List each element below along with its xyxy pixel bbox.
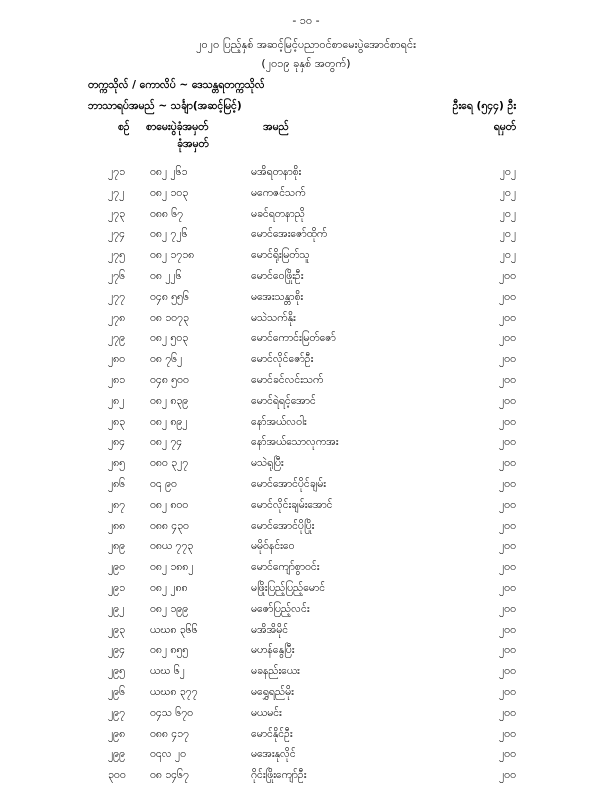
row-serial: ၂၈၃ [108,415,126,428]
row-marks: ၂၀၀ [499,540,516,553]
row-roll-number: ၀၈ယ ၇၇၃ [150,540,194,553]
row-name: မောင်ရိုးမြတ်သူ [251,249,310,262]
results-table [0,166,612,790]
row-marks: ၂၀၀ [499,436,516,449]
row-name: မခင်ရတနာညို [251,207,305,220]
row-marks: ၂၀၀ [499,457,516,470]
row-marks: ၂၀၀ [499,332,516,345]
row-marks: ၂၀၂ [499,207,516,220]
row-serial: ၂၈၀ [108,353,126,366]
row-name: မအိရတနာစိုး [251,166,302,178]
row-marks: ၂၀၀ [499,748,516,761]
table-row [0,644,612,665]
row-name: မအေးနုလိုင် [251,748,296,761]
row-name: မသဲရုပြီး [251,457,284,470]
table-row [0,561,612,582]
row-name: မောင်ခင်လင်းသက် [251,373,324,386]
table-row [0,520,612,541]
document-subtitle: (၂၀၁၉ ခုနှစ် အတွက်) [261,57,351,70]
row-roll-number: ယဃ၈ ၃၆၆ [150,623,198,636]
row-marks: ၂၀၀ [499,623,516,636]
document-title: ၂၀၂၀ ပြည့်နှစ် အဆင့်မြင့်ပညာဝင်စာမေးပွဲအောင်စာရင်း [196,38,416,51]
row-serial: ၂၇၂ [108,186,125,199]
row-name: မောင်လိုင်ဇော်ဦး [251,353,314,366]
row-name: မဟန်နွေပြီး [251,644,295,657]
table-row [0,312,612,333]
table-row [0,728,612,749]
row-marks: ၂၀၀ [499,477,516,490]
subject-label: ဘာသာရပ်အမည် ~ သင်္ချာ(အဆင့်မြင့်) [88,100,242,112]
region-label: တက္ကသိုလ် / ကောလိပ် ~ ဒေသန္တရတက္ကသိုလ် [88,79,265,91]
row-marks: ၂၀၀ [499,727,516,740]
row-serial: ၂၈၄ [108,436,126,449]
table-row [0,457,612,478]
table-row [0,748,612,769]
row-name: မကေဇင်သက် [251,186,306,199]
header-serial: စဉ် [118,121,130,133]
row-serial: ၂၇၄ [108,228,125,241]
row-serial: ၂၈၇ [108,498,126,511]
row-serial: ၂၇၅ [108,249,125,262]
row-roll-number: ၀၈၂ ၈၉၂ [150,415,188,428]
table-row [0,624,612,645]
row-roll-number: ၀၈၈ ၆၇ [150,207,184,220]
table-row [0,395,612,416]
table-row [0,332,612,353]
row-name: မမိုဝ်နင်းဝေ [251,540,295,553]
row-marks: ၂၀၀ [499,561,516,574]
row-roll-number: ၀၈၂ ၁၀၃ [150,186,189,199]
table-row [0,478,612,499]
table-row [0,166,612,187]
row-name: မဇော်ပြည့်လင်း [251,602,310,615]
table-row [0,603,612,624]
row-roll-number: ၀၈၂ ၈၀၀ [150,498,189,511]
table-row [0,416,612,437]
row-marks: ၂၀၀ [499,415,516,428]
row-roll-number: ၀၄သ ၆၇၀ [150,706,194,719]
row-serial: ၂၉၅ [108,665,125,678]
table-row [0,769,612,790]
row-serial: ၂၉၇ [108,706,125,719]
table-row [0,540,612,561]
row-roll-number: ၀၄၈ ၅၀၀ [150,373,189,386]
row-serial: ၂၉၉ [108,748,125,761]
row-roll-number: ၀၈၂ ၈၅၅ [150,644,189,657]
row-name: မောင်ကျော်စွာဝင်း [251,561,320,574]
row-marks: ၂၀၀ [499,311,516,324]
row-marks: ၂၀၀ [499,581,516,594]
table-row [0,499,612,520]
row-serial: ၂၇၆ [108,269,125,282]
row-serial: ၂၈၉ [108,540,126,553]
row-roll-number: ၀၈၂ ၁၉၉ [150,602,189,615]
row-marks: ၂၀၀ [499,373,516,386]
row-marks: ၂၀၀ [499,602,516,615]
table-row [0,665,612,686]
table-row [0,353,612,374]
row-roll-number: ၀၈၂ ၂၈၈ [150,581,188,594]
row-serial: ၂၇၉ [108,332,125,345]
row-serial: ၂၈၂ [108,394,125,407]
table-row [0,582,612,603]
table-row [0,686,612,707]
row-marks: ၂၀၀ [499,519,516,532]
row-serial: ၂၈၁ [108,373,126,386]
row-name: နော်အယ်လဝါး [251,415,307,428]
row-serial: ၂၉၃ [108,623,125,636]
row-roll-number: ၀၈၀ ၃၂၇ [150,457,189,470]
row-serial: ၂၉၀ [108,561,125,574]
row-roll-number: ယဃ၈ ၃၇၇ [150,685,198,698]
row-roll-number: ၀၈၂ ၁၇၁၈ [150,249,195,262]
row-marks: ၂၀၀ [499,706,516,719]
row-roll-number: ၀၈၂ ၁၈၈၂ [150,561,194,574]
row-roll-number: ၀၈၈ ၄၃၀ [150,519,189,532]
row-marks: ၂၀၀ [499,290,516,303]
table-row [0,707,612,728]
row-serial: ၂၉၄ [108,644,125,657]
row-marks: ၂၀၀ [499,353,516,366]
row-serial: ၂၉၁ [108,581,125,594]
row-name: မောင်လိုင်းချမ်းအောင် [251,498,333,511]
row-name: မရွှေရည်မိုး [251,685,294,698]
row-roll-number: ၀၈၂ ၂၆၁ [150,166,188,178]
row-name: နော်အယ်သောလုကအး [251,436,339,449]
row-name: မောင်အောင်ပိုပြိုး [251,519,315,532]
row-serial: ၂၇၈ [108,311,126,324]
row-name: မခနည်းယေး [251,665,300,678]
row-serial: ၂၇၃ [108,207,125,220]
row-name: မအိအိမိုင် [251,623,289,636]
row-name: မောင်အေးဇော်ထိုက် [251,228,328,241]
row-marks: ၂၀၂ [499,166,516,178]
row-roll-number: ၀၈၈ ၄၁၇ [150,727,189,740]
row-marks: ၂၀၀ [499,644,516,657]
row-name: မောင်နိုင်ဦး [251,727,293,740]
row-name: မောင်ကောင်းမြတ်ဇော် [251,332,336,345]
row-roll-number: ၀၈၂ ၇၂၆ [150,228,188,241]
row-marks: ၂၀၀ [499,685,516,698]
row-roll-number: ၀၈ ၇၆၂ [150,353,183,366]
row-marks: ၂၀၀ [499,498,516,511]
row-serial: ၂၈၈ [108,519,126,532]
row-name: မဖြိုးပြည့်ပြည့်မောင် [251,581,326,594]
header-marks: ရမှတ် [493,121,516,133]
row-marks: ၂၀၀ [499,269,516,282]
row-marks: ၂၀၂ [499,228,516,241]
row-name: မောင်ရဲရင့်အောင် [251,394,316,407]
header-name: အမည် [263,121,289,133]
row-roll-number: ၀၈၂ ၈၃၉ [150,394,189,407]
header-roll-number: စာမေးပွဲခုံအမှတ် [146,121,209,133]
total-count: ဦးရေ (၅၄၄) ဦး [452,100,516,112]
row-serial: ၂၈၆ [108,477,126,490]
row-name: မောင်အောင်ပိုင်ချမ်း [251,477,326,490]
row-serial: ၂၉၂ [108,602,125,615]
row-serial: ၂၉၆ [108,685,125,698]
table-row [0,291,612,312]
row-roll-number: ၀၈ ၁၀၇၃ [150,311,189,324]
row-name: မအေးသန္တာစိုး [251,290,304,303]
table-row [0,270,612,291]
row-name: မသဲသက်နိုး [251,311,296,324]
row-serial: ၂၇၇ [108,290,125,303]
row-name: ဂိုင်းဖြိုးကျော်ဦး [251,769,307,782]
header-roll-number-sub: ခုံအမှတ် [177,138,209,150]
table-row [0,374,612,395]
row-roll-number: ၀၈ ၂၂၆ [150,269,182,282]
row-marks: ၂၀၀ [499,665,516,678]
row-serial: ၃၀၀ [108,769,126,782]
row-roll-number: ၀၈၂ ၇၄ [150,436,183,449]
row-marks: ၂၀၀ [499,769,516,782]
row-marks: ၂၀၂ [499,249,516,262]
table-row [0,187,612,208]
row-serial: ၂၇၁ [108,166,125,178]
table-row [0,228,612,249]
row-marks: ၂၀၀ [499,394,516,407]
row-roll-number: ၀၎ ၉၀ [150,477,177,490]
row-name: မယမင်း [251,706,282,719]
row-roll-number: ၀၈၂ ၅၀၃ [150,332,189,345]
table-row [0,436,612,457]
row-roll-number: ၀၄၈ ၅၅၆ [150,290,189,303]
row-name: မောင်ဝေဖြိုးဦး [251,269,304,282]
page-number: - ၁၀ - [292,14,320,27]
table-row [0,249,612,270]
row-serial: ၂၈၅ [108,457,126,470]
row-roll-number: ယဃ ၆၂ [150,665,185,678]
row-serial: ၂၉၈ [108,727,126,740]
row-marks: ၂၀၂ [499,186,516,199]
row-roll-number: ၀၎လ ၂၀ [150,748,186,761]
row-roll-number: ၀၈ ၁၄၆၇ [150,769,189,782]
table-row [0,208,612,229]
